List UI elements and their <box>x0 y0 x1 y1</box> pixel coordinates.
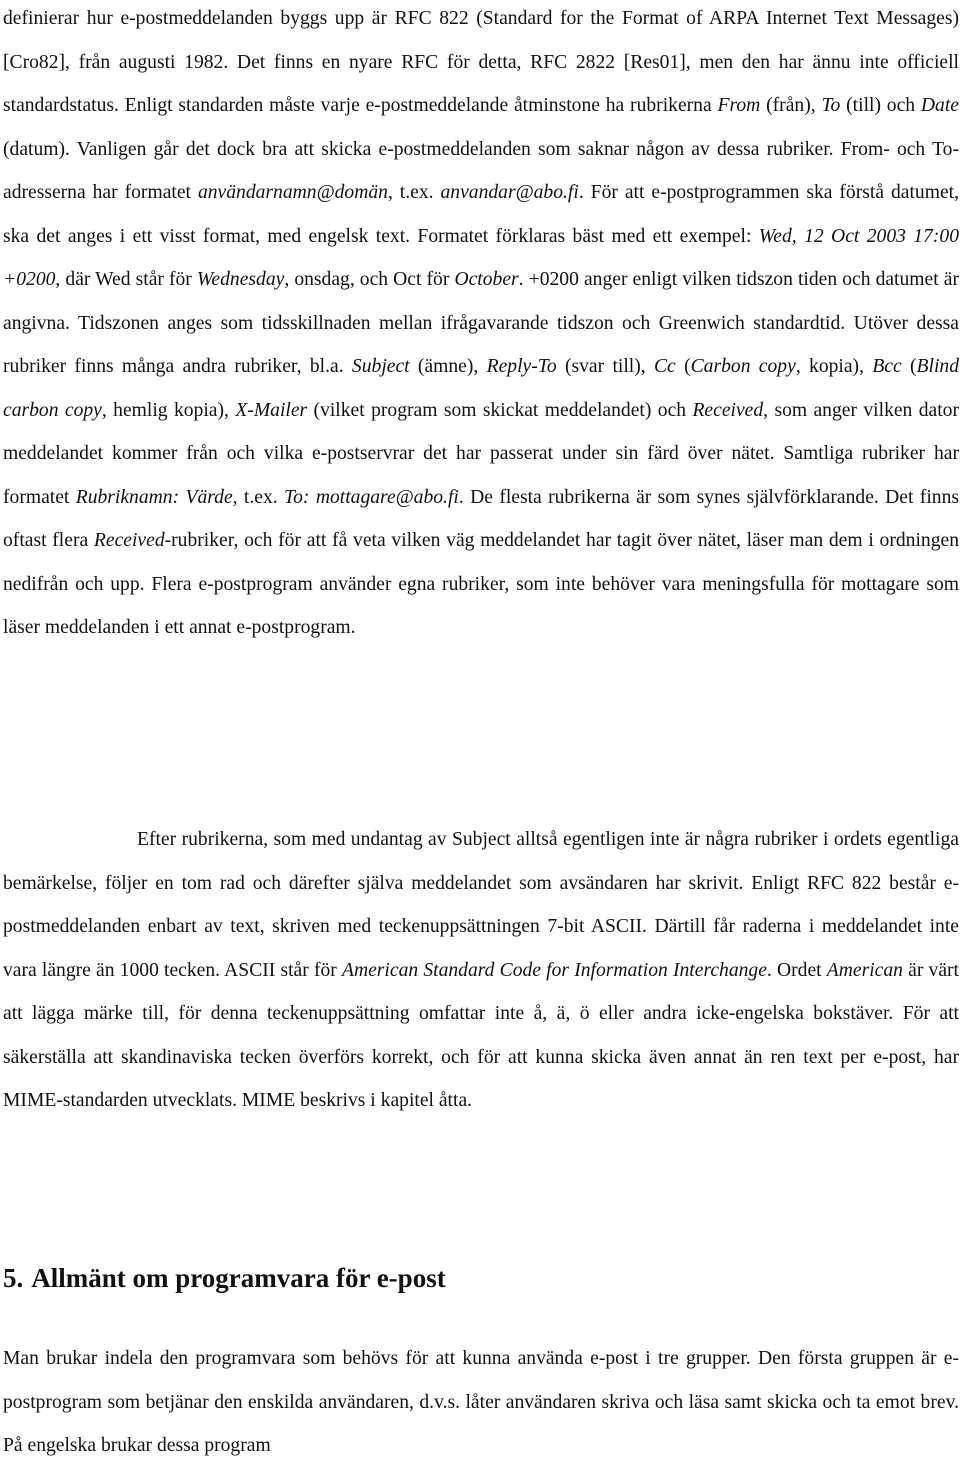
text-run: ( <box>901 356 917 377</box>
text-run: . De flesta rubrikerna är som synes självförklarande. Det finns oftast flera <box>3 486 959 551</box>
text-run: är värt att lägga märke till, för denna teckenuppsättning omfattar inte å, ä, ö eller andra icke-engelska bokstäver. För att säkerställa att skandinaviska tecken överförs korrekt, och för att kunna skicka även annat än ren text per e-post, har MIME-standarden utvecklats. MIME beskrivs i kapitel åtta. <box>3 959 959 1111</box>
text-run: , onsdag, och Oct för <box>284 269 455 290</box>
text-run: ( <box>675 356 691 377</box>
text-run: , där Wed står för <box>55 269 197 290</box>
emphasis-address-format: användarnamn@domän <box>197 182 388 203</box>
text-run: . Ordet <box>766 959 827 981</box>
emphasis-october: October <box>454 269 519 290</box>
emphasis-cc: Cc <box>653 356 676 377</box>
text-run: (svar till), <box>556 356 654 377</box>
text-run: , som anger vilken dator meddelandet kommer från och vilka e-postservrar det har passerat under sin färd över nätet. Samtliga rubriker har formatet <box>3 399 959 508</box>
text-run: . +0200 anger enligt vilken tidszon tiden och datumet är angivna. Tidszonen anges som tidsskillnaden mellan ifrågavarande tidszon och Greenwich standardtid. Utöver dessa rubriker finns många andra rubriker, bl.a. <box>3 269 959 377</box>
section-heading <box>3 1258 454 1298</box>
text-run: , t.ex. <box>232 486 285 508</box>
emphasis-header-example: To: mottagare@abo.fi <box>284 486 459 508</box>
emphasis-reply-to: Reply-To <box>486 356 557 377</box>
emphasis-date-example: Wed, 12 Oct 2003 17:00 +0200 <box>3 225 960 290</box>
emphasis-ascii-expansion: American Standard Code for Information Interchange <box>341 959 767 981</box>
text-run: -rubriker, och för att få veta vilken väg meddelandet har tagit över nätet, läser man dem i ordningen nedifrån och upp. Flera e-postprogram använder egna rubriker, som inte behöver vara meningsfulla för mottagare som läser meddelanden i ett annat e-postprogram. <box>3 530 959 638</box>
text-run: , t.ex. <box>387 182 441 203</box>
emphasis-header-format: Rubriknamn: Värde <box>75 486 233 508</box>
paragraph-message-body <box>3 818 959 1123</box>
emphasis-received: Received <box>692 399 764 421</box>
emphasis-address-example: anvandar@abo.fi <box>440 182 579 203</box>
text-run: , hemlig kopia), <box>101 399 236 421</box>
emphasis-carbon-copy: Carbon copy <box>690 356 796 377</box>
emphasis-subject: Subject <box>351 356 410 377</box>
text-run: (ämne), <box>409 356 487 377</box>
section-title: Allmänt om programvara för e-post <box>31 1263 446 1293</box>
text-run: (från), <box>760 95 822 116</box>
text-run: Efter rubrikerna, som med undantag av Subject alltså egentligen inte är några rubriker i ordets egentliga bemärkelse, följer en tom rad och därefter själva meddelandet som avsändaren har skrivit. Enligt RFC 822 består e-postmeddelanden enbart av text, skriven med teckenuppsättningen 7-bit ASCII. Därtill får raderna i meddelandet inte vara längre än 1000 tecken. ASCII står för <box>3 829 959 981</box>
emphasis-from: From <box>717 95 761 116</box>
paragraph-rfc822 <box>3 0 959 650</box>
text-run: , kopia), <box>795 356 873 377</box>
emphasis-to: To <box>821 95 841 116</box>
emphasis-x-mailer: X-Mailer <box>235 399 308 421</box>
text-run: (vilket program som skickat meddelandet) och <box>307 399 693 421</box>
emphasis-blind-carbon-copy: Blind carbon copy <box>3 356 959 421</box>
text-run: (till) och <box>840 95 921 116</box>
emphasis-date: Date <box>920 95 959 116</box>
emphasis-american: American <box>826 959 903 981</box>
emphasis-bcc: Bcc <box>872 356 902 377</box>
paragraph-software-groups: Man brukar indela den programvara som behövs för att kunna använda e-post i tre grupper. Den första gruppen är e-postprogram som betjänar den enskilda användaren, d.v.s. låter användaren skriva och läsa samt skicka och ta emot brev. På engelska brukar dessa program <box>3 1348 959 1456</box>
text-run: definierar hur e-postmeddelanden byggs upp är RFC 822 (Standard for the Format of ARPA Internet Text Messages) [Cro82], från augusti 1982. Det finns en nyare RFC för detta, RFC 2822 [Res01], men den har ännu inte officiell standardstatus. Enligt standarden måste varje e-postmeddelande åtminstone ha rubrikerna <box>3 8 959 116</box>
emphasis-wednesday: Wednesday <box>196 269 285 290</box>
text-run: (datum). Vanligen går det dock bra att skicka e-postmeddelanden som saknar någon av dessa rubriker. From- och To-adresserna har formatet <box>3 138 959 203</box>
text-run: . För att e-postprogrammen ska förstå datumet, ska det anges i ett visst format, med engelsk text. Formatet förklaras bäst med ett exempel: <box>3 182 959 247</box>
emphasis-received: Received <box>93 530 165 551</box>
section-number: 5. <box>3 1263 24 1293</box>
